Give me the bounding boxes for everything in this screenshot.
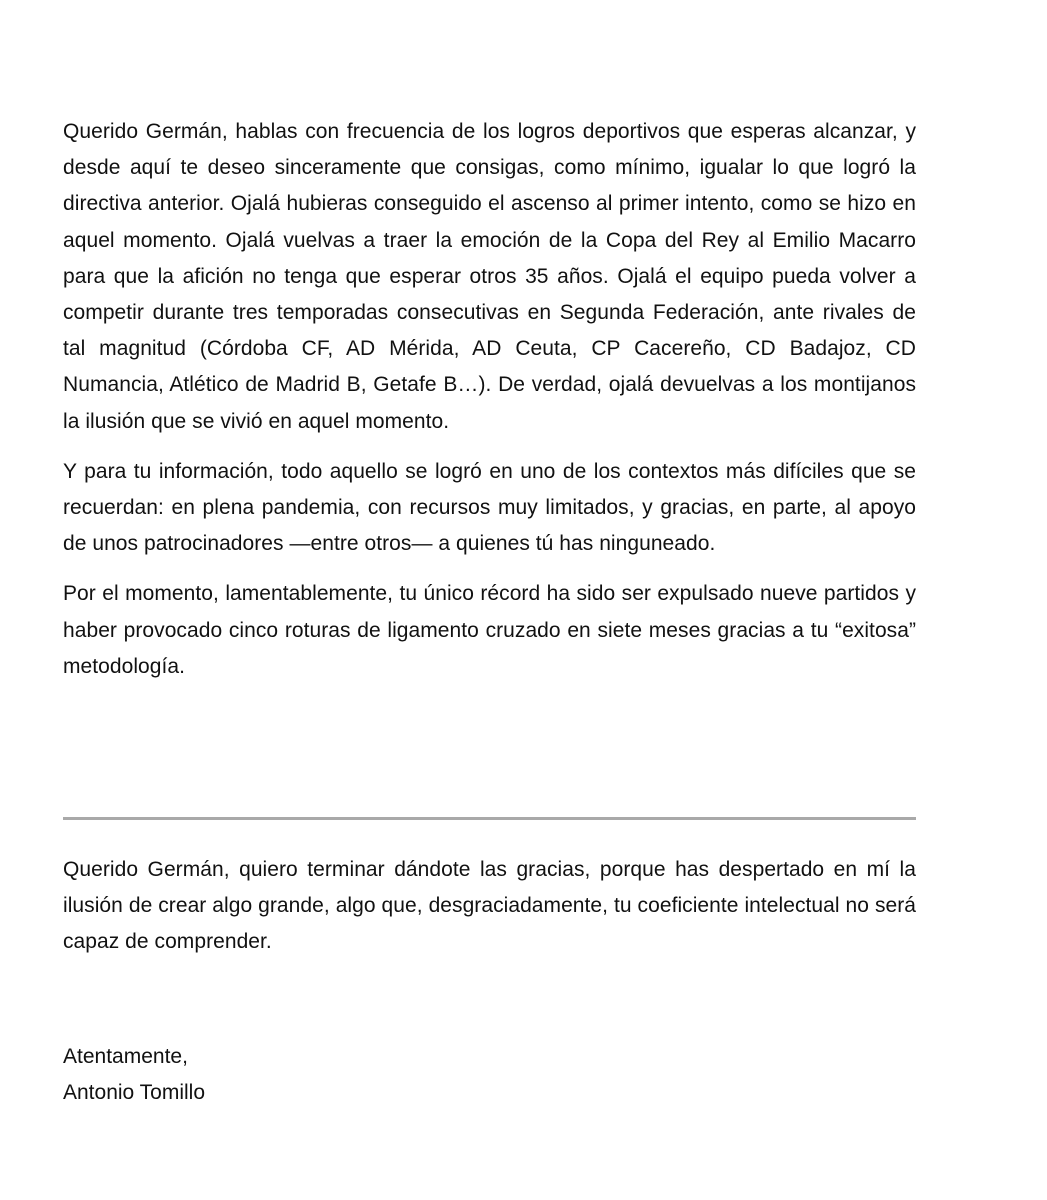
closing-section — [63, 852, 916, 975]
letter-body — [63, 114, 916, 699]
paragraph-record: Por el momento, lamentablemente, tu único récord ha sido ser expulsado nueve partidos y haber provocado cinco roturas de ligamento cruzado en siete meses gracias a tu “exitosa” metodología. — [63, 582, 916, 678]
paragraph-closing: Querido Germán, quiero terminar dándote las gracias, porque has despertado en mí la ilusión de crear algo grande, algo que, desgraciadamente, tu coeficiente intelectual no será capaz de comprender. — [63, 858, 916, 954]
section-divider — [63, 817, 916, 820]
signature-name: Antonio Tomillo — [63, 1081, 206, 1104]
paragraph-context: Y para tu información, todo aquello se logró en uno de los contextos más difíciles que se recuerdan: en plena pandemia, con recursos muy limitados, y gracias, en parte, al apoyo de unos patrocinadores —entre otros— a quienes tú has ninguneado. — [63, 459, 916, 556]
paragraph-hopes: Querido Germán, hablas con frecuencia de los logros deportivos que esperas alcanzar, y desde aquí te deseo sinceramente que consigas, como mínimo, igualar lo que logró la directiva anterior. Ojalá hubieras conseguido el ascenso al primer intento, como se hizo en aquel momento. Ojalá vuelvas a traer la emoción de la Copa del Rey al Emilio Macarro para que la afición no tenga que esperar otros 35 años. Ojalá el equipo pueda volver a competir durante tres temporadas consecutivas en Segunda Federación, ante rivales de tal magnitud (Córdoba CF, AD Mérida, AD Ceuta, CP Cacereño, CD Badajoz, CD Numancia, Atlético de Madrid B, Getafe B…). De verdad, ojalá devuelvas a los montijanos la ilusión que se vivió en aquel momento. — [63, 120, 916, 433]
sign-off-text: Atentamente, — [63, 1045, 188, 1068]
signature-block — [63, 1039, 663, 1111]
